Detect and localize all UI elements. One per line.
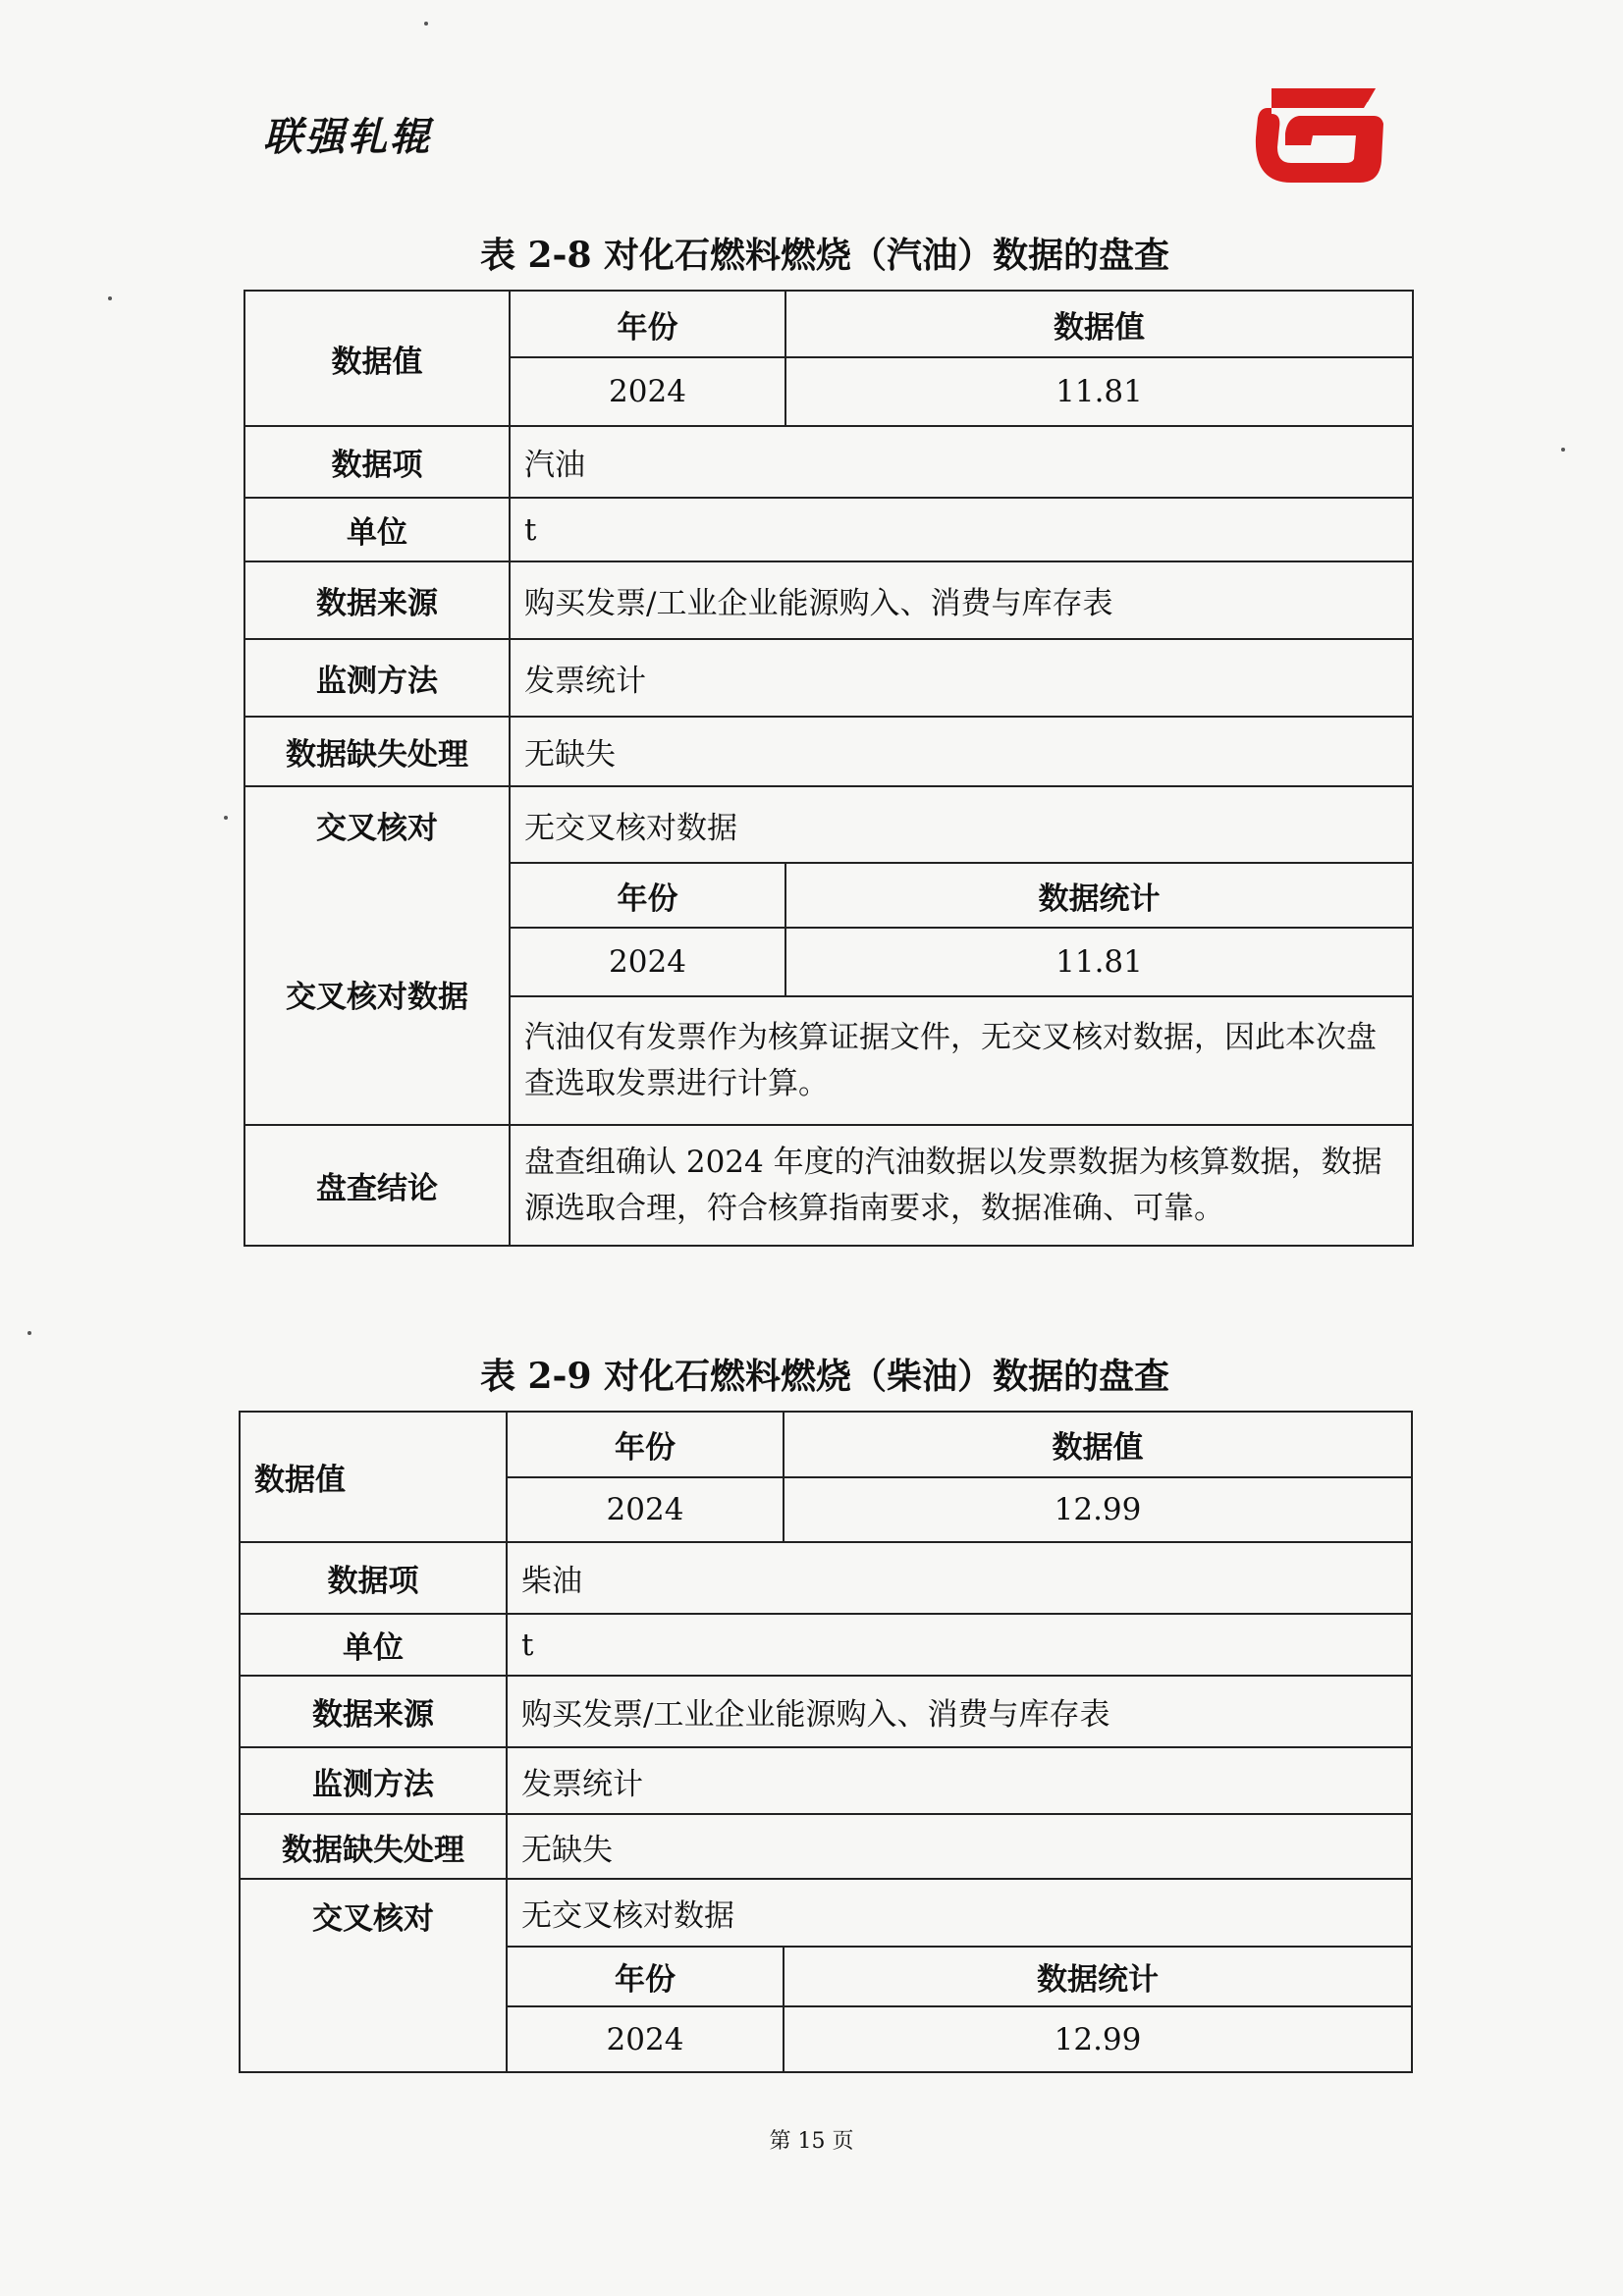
unit-label: 单位 xyxy=(244,498,510,561)
scan-speck xyxy=(1561,448,1565,452)
table-row xyxy=(240,1676,1412,1747)
year-cell: 2024 xyxy=(510,357,785,426)
table-row xyxy=(240,1614,1412,1676)
gasoline-check-table xyxy=(243,290,1414,1247)
table-row xyxy=(244,291,1413,357)
table-caption-gasoline: 表 2-8 对化石燃料燃烧（汽油）数据的盘查 xyxy=(479,235,1170,276)
item-value: 汽油 xyxy=(510,426,1413,498)
item-value: 柴油 xyxy=(507,1542,1412,1614)
table-row xyxy=(244,1125,1413,1246)
unit-value: t xyxy=(507,1614,1412,1676)
conclusion-label: 盘查结论 xyxy=(244,1125,510,1246)
table-row xyxy=(244,786,1413,863)
table-row xyxy=(244,561,1413,639)
item-label: 数据项 xyxy=(244,426,510,498)
cross-value-cell: 12.99 xyxy=(784,2006,1412,2072)
value-header: 数据值 xyxy=(785,291,1413,357)
table-caption-diesel: 表 2-9 对化石燃料燃烧（柴油）数据的盘查 xyxy=(479,1356,1170,1397)
scan-speck xyxy=(27,1331,31,1335)
cross-year-cell: 2024 xyxy=(507,2006,784,2072)
missing-label: 数据缺失处理 xyxy=(244,717,510,786)
cross-stat-header: 数据统计 xyxy=(785,863,1413,928)
table-row xyxy=(244,717,1413,786)
table-row xyxy=(244,863,1413,928)
source-label: 数据来源 xyxy=(240,1676,507,1747)
value-header: 数据值 xyxy=(784,1412,1412,1477)
cross-check-label: 交叉核对 xyxy=(244,786,510,863)
item-label: 数据项 xyxy=(240,1542,507,1614)
page-number: 第 15 页 xyxy=(769,2129,854,2154)
table-row xyxy=(244,498,1413,561)
unit-value: t xyxy=(510,498,1413,561)
source-value: 购买发票/工业企业能源购入、消费与库存表 xyxy=(507,1676,1412,1747)
scan-speck xyxy=(108,296,112,300)
scan-speck xyxy=(424,22,428,26)
cross-year-cell: 2024 xyxy=(510,928,785,996)
cross-check-value: 无交叉核对数据 xyxy=(510,786,1413,863)
value-cell: 11.81 xyxy=(785,357,1413,426)
unit-label: 单位 xyxy=(240,1614,507,1676)
cross-value-cell: 11.81 xyxy=(785,928,1413,996)
value-cell: 12.99 xyxy=(784,1477,1412,1542)
missing-value: 无缺失 xyxy=(510,717,1413,786)
method-value: 发票统计 xyxy=(507,1747,1412,1814)
cross-note: 汽油仅有发票作为核算证据文件，无交叉核对数据，因此本次盘查选取发票进行计算。 xyxy=(510,996,1413,1125)
year-header: 年份 xyxy=(507,1412,784,1477)
table-row xyxy=(240,1412,1412,1477)
scan-speck xyxy=(224,816,228,820)
year-header: 年份 xyxy=(510,291,785,357)
cross-check-label: 交叉核对 xyxy=(240,1879,507,2072)
table-row xyxy=(240,1879,1412,1947)
cross-year-header: 年份 xyxy=(510,863,785,928)
cross-year-header: 年份 xyxy=(507,1947,784,2006)
method-value: 发票统计 xyxy=(510,639,1413,717)
missing-label: 数据缺失处理 xyxy=(240,1814,507,1879)
source-label: 数据来源 xyxy=(244,561,510,639)
cross-check-value: 无交叉核对数据 xyxy=(507,1879,1412,1947)
table-row xyxy=(240,1747,1412,1814)
method-label: 监测方法 xyxy=(240,1747,507,1814)
cross-stat-header: 数据统计 xyxy=(784,1947,1412,2006)
year-cell: 2024 xyxy=(507,1477,784,1542)
table-row xyxy=(244,639,1413,717)
data-value-label: 数据值 xyxy=(240,1412,507,1542)
table-row xyxy=(240,1814,1412,1879)
missing-value: 无缺失 xyxy=(507,1814,1412,1879)
cross-check-data-label: 交叉核对数据 xyxy=(244,863,510,1125)
method-label: 监测方法 xyxy=(244,639,510,717)
source-value: 购买发票/工业企业能源购入、消费与库存表 xyxy=(510,561,1413,639)
data-value-label: 数据值 xyxy=(244,291,510,426)
table-row xyxy=(244,426,1413,498)
conclusion-value: 盘查组确认 2024 年度的汽油数据以发票数据为核算数据，数据源选取合理，符合核算指南要求，数据准确、可靠。 xyxy=(510,1125,1413,1246)
company-name: 联强轧辊 xyxy=(263,114,432,160)
company-logo xyxy=(1252,84,1383,187)
diesel-check-table xyxy=(239,1411,1413,2073)
table-row xyxy=(240,1542,1412,1614)
